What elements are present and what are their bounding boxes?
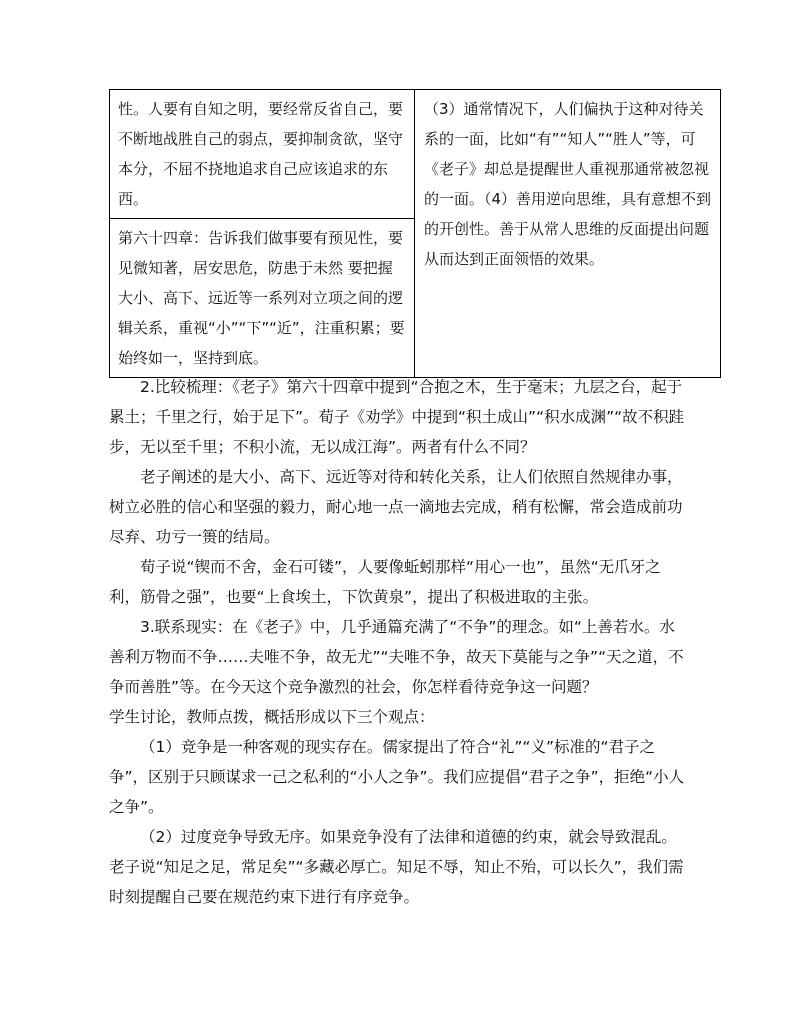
paragraph-viewpoint-1: （1）竞争是一种客观的现实存在。儒家提出了符合“礼”“义”标准的“君子之争”，区别于只顾谋求一己之私利的“小人之争”。我们应提倡“君子之争”，拒绝“小人之争”。 bbox=[109, 738, 685, 816]
table-cell-left-top: 性。人要有自知之明，要经常反省自己，要不断地战胜自己的弱点，要抑制贪欲，坚守本分，不屈不挠地追求自己应该追求的东西。 bbox=[110, 90, 415, 219]
comparison-table bbox=[109, 89, 721, 378]
table-cell-left-bottom: 第六十四章：告诉我们做事要有预见性，要见微知著，居安思危，防患于未然 要把握大小、高下、远近等一系列对立项之间的逻辑关系，重视“小”“下”“近”，注重积累；要始终如一，坚持到底。 bbox=[110, 219, 415, 378]
paragraph-laozi-answer: 老子阐述的是大小、高下、远近等对待和转化关系，让人们依照自然规律办事，树立必胜的信心和坚强的毅力，耐心地一点一滴地去完成，稍有松懈，常会造成前功尽弃、功亏一篑的结局。 bbox=[109, 468, 683, 546]
table-cell-right: （3）通常情况下，人们偏执于这种对待关系的一面，比如“有”“知人”“胜人”等，可《老子》却总是提醒世人重视那通常被忽视的一面。（4）善用逆向思维，具有意想不到的开创性。善于从常人思维的反面提出问题从而达到正面领悟的效果。 bbox=[415, 90, 721, 378]
paragraph-discussion-intro: 学生讨论，教师点拨，概括形成以下三个观点： bbox=[109, 708, 435, 726]
body-text bbox=[109, 372, 685, 912]
paragraph-viewpoint-2: （2）过度竞争导致无序。如果竞争没有了法律和道德的约束，就会导致混乱。老子说“知足之足，常足矣”“多藏必厚亡。知足不辱，知止不殆，可以长久”，我们需时刻提醒自己要在规范约束下进行有序竞争。 bbox=[109, 828, 684, 906]
paragraph-xunzi-answer: 荀子说“锲而不舍，金石可镂”，人要像蚯蚓那样“用心一也”，虽然“无爪牙之利，筋骨之强”，也要“上食埃土，下饮黄泉”，提出了积极进取的主张。 bbox=[109, 558, 661, 606]
paragraph-reality-question: 3.联系现实：在《老子》中，几乎通篇充满了“不争”的理念。如“上善若水。水善利万物而不争……夫唯不争，故无尤”“夫唯不争，故天下莫能与之争”“天之道，不争而善胜”等。在今天这个竞争激烈的社会，你怎样看待竞争这一问题？ bbox=[109, 618, 684, 696]
paragraph-compare-question: 2.比较梳理：《老子》第六十四章中提到“合抱之木，生于毫末；九层之台，起于累土；千里之行，始于足下”。荀子《劝学》中提到“积土成山”“积水成渊”“故不积跬步，无以至千里；不积小流，无以成江海”。两者有什么不同？ bbox=[109, 378, 685, 456]
